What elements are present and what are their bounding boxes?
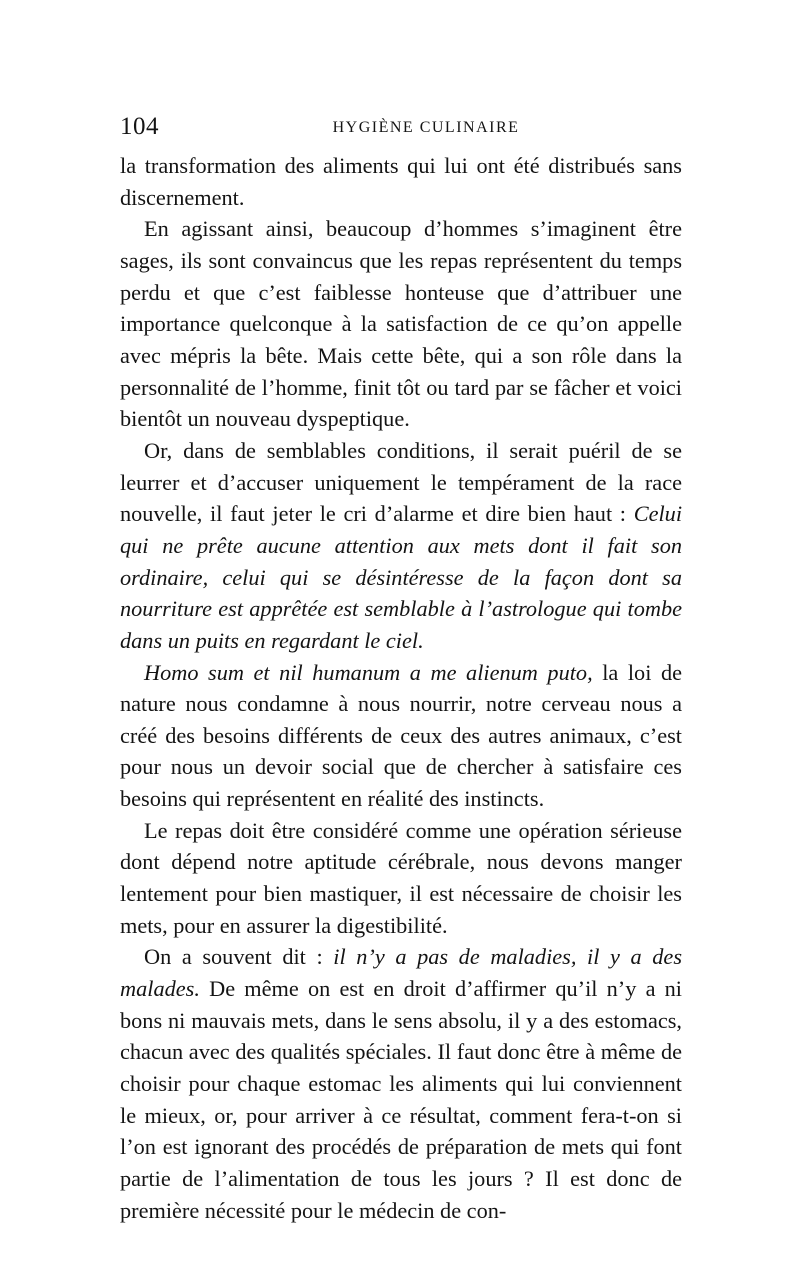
- latin-quotation: Homo sum et nil humanum a me alienum puto,: [144, 659, 593, 685]
- paragraph-5: [120, 815, 682, 942]
- paragraph-text: Le repas doit être considéré comme une opération sérieuse dont dépend notre aptitude cérébrale, nous devons manger lentement pour bien mastiquer, il est nécessaire de choisir les mets, pour en assurer la digestibilité.: [120, 817, 682, 938]
- paragraph-text: la transformation des aliments qui lui ont été distribués sans discernement.: [120, 153, 682, 210]
- paragraph-2: [120, 213, 682, 435]
- paragraph-1: [120, 150, 682, 213]
- paragraph-3: [120, 435, 682, 657]
- paragraph-6: [120, 941, 682, 1226]
- italic-saying: il n’y a pas de maladies, il y a des malades.: [120, 944, 682, 1002]
- paragraph-text: En agissant ainsi, beaucoup d’hommes s’imaginent être sages, ils sont convaincus que les repas représentent du temps perdu et que c’est faiblesse honteuse que d’attribuer une importance quelconque à la satisfaction de ce qu’on appelle avec mépris la bête. Mais cette bête, qui a son rôle dans la personnalité de l’homme, finit tôt ou tard par se fâcher et voici bientôt un nouveau dyspeptique.: [120, 216, 682, 432]
- page-number: 104: [120, 113, 159, 140]
- italic-maxim: Celui qui ne prête aucune attention aux mets dont il fait son ordinaire, celui qui se désintéresse de la façon dont sa nourriture est apprêtée est semblable à l’astrologue qui tombe dans un puits en regardant le ciel.: [120, 501, 683, 653]
- paragraph-text: De même on est en droit d’affirmer qu’il n’y a ni bons ni mauvais mets, dans le sens absolu, il y a des estomacs, chacun avec des qualités spéciales. Il faut donc être à même de choisir pour chaque estomac les aliments qui lui conviennent le mieux, or, pour arriver à ce résultat, comment fera-t-on si l’on est ignorant des procédés de préparation de mets qui font partie de l’alimentation de tous les jours ? Il est donc de première nécessité pour le médecin de con-: [120, 976, 683, 1223]
- paragraph-4: [120, 657, 682, 815]
- paragraph-text: Or, dans de semblables conditions, il serait puéril de se leurrer et d’accuser uniquement le tempérament de la race nouvelle, il faut jeter le cri d’alarme et dire bien haut :: [120, 437, 682, 527]
- running-title: HYGIÈNE CULINAIRE: [332, 119, 520, 136]
- body-text: [120, 150, 682, 1226]
- paragraph-lead: On a souvent dit :: [144, 944, 323, 970]
- paragraph-text: la loi de nature nous condamne à nous nourrir, notre cerveau nous a créé des besoins différents de ceux des autres animaux, c’est pour nous un devoir social que de chercher à satisfaire ces besoins qui représentent en réalité des instincts.: [120, 659, 683, 812]
- running-head: [120, 112, 682, 144]
